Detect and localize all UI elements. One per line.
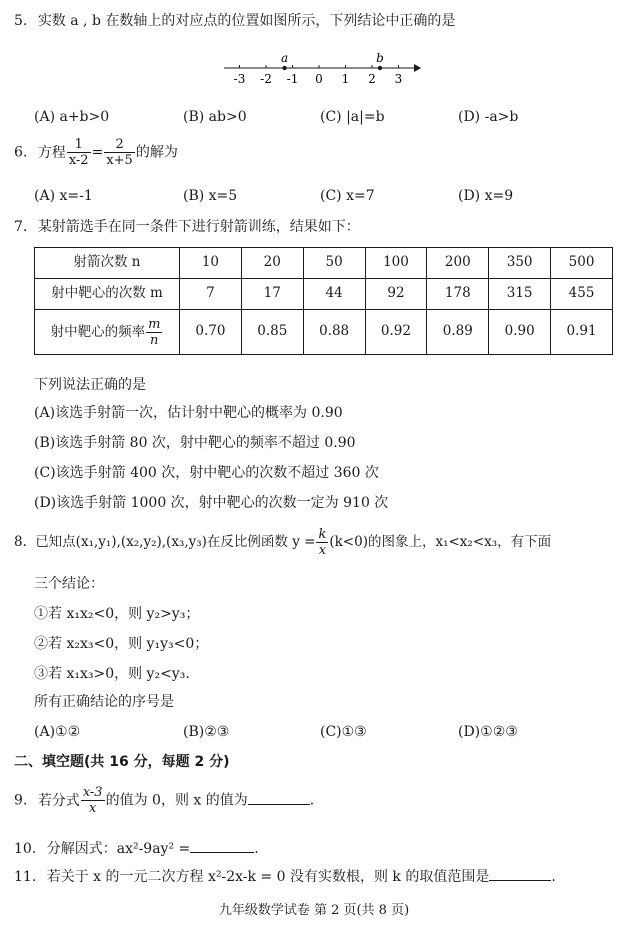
q9-number: 9. bbox=[14, 792, 28, 809]
row-label-frequency-fraction: $\frac{m}{n}$ bbox=[148, 316, 161, 348]
numberline-tick-label: 0 bbox=[315, 72, 323, 86]
q6-fraction-2: $\frac{2}{x+5}$ bbox=[106, 137, 133, 168]
point-a-label: a bbox=[280, 51, 289, 65]
table-row bbox=[35, 279, 613, 310]
q8-conclusion-1: ①若 x₁x₂<0，则 y₂>y₃； bbox=[34, 606, 200, 622]
numberline-tick-label: -1 bbox=[286, 72, 299, 86]
table-cell: 20 bbox=[241, 248, 303, 279]
numberline-tick-label: -2 bbox=[260, 72, 272, 86]
q10-end: . bbox=[254, 841, 259, 857]
q11-answer-blank[interactable] bbox=[489, 866, 551, 881]
q8-stem-a: 已知点(x₁,y₁),(x₂,y₂),(x₃,y₃)在反比例函数 y = bbox=[35, 534, 316, 550]
q8-prompt: 所有正确结论的序号是 bbox=[34, 694, 174, 710]
q10-stem: 分解因式：ax²-9ay² = bbox=[46, 841, 191, 857]
q6-option-b[interactable]: (B) x=5 bbox=[183, 188, 238, 204]
table-cell: 17 bbox=[241, 279, 303, 310]
q8-number: 8. bbox=[14, 534, 27, 550]
table-cell: 7 bbox=[180, 279, 242, 310]
q6-option-d[interactable]: (D) x=9 bbox=[458, 188, 514, 204]
q5-option-c[interactable]: (C) |a|=b bbox=[320, 109, 385, 125]
q6-stem-suffix: 的解为 bbox=[135, 144, 178, 161]
q6-number: 6. bbox=[14, 144, 28, 161]
numberline-tick-label: 3 bbox=[394, 72, 403, 86]
q7-stem: 某射箭选手在同一条件下进行射箭训练，结果如下： bbox=[37, 219, 360, 235]
q9-stem-line bbox=[14, 786, 314, 815]
q8-fraction: $\frac{k}{x}$ bbox=[318, 527, 327, 558]
q9-end: . bbox=[309, 792, 315, 809]
q8-conclusion-2: ②若 x₂x₃<0，则 y₁y₃<0； bbox=[34, 636, 209, 652]
table-cell: 10 bbox=[180, 248, 242, 279]
q5-stem-line bbox=[14, 14, 455, 28]
table-cell: 0.90 bbox=[489, 310, 551, 355]
table-cell: 0.85 bbox=[241, 310, 303, 355]
row-label-hits: 射中靶心的次数 m bbox=[35, 279, 180, 310]
table-row bbox=[35, 310, 613, 355]
q6-option-a[interactable]: (A) x=-1 bbox=[34, 188, 93, 204]
point-a-dot bbox=[282, 66, 286, 70]
row-label-frequency-text: 射中靶心的频率 bbox=[50, 323, 146, 340]
table-cell: 0.70 bbox=[180, 310, 242, 355]
q7-stem-line bbox=[14, 220, 360, 234]
q11-end: . bbox=[551, 869, 556, 885]
table-cell: 0.88 bbox=[303, 310, 365, 355]
q8-stem-line bbox=[14, 528, 551, 557]
q5-option-b[interactable]: (B) ab>0 bbox=[183, 109, 247, 125]
q7-number: 7. bbox=[14, 219, 28, 235]
q7-option-a[interactable]: (A)该选手射箭一次，估计射中靶心的概率为 0.90 bbox=[34, 405, 343, 421]
q7-option-b[interactable]: (B)该选手射箭 80 次，射中靶心的频率不超过 0.90 bbox=[34, 435, 356, 451]
q9-fraction: $\frac{x-3}{x}$ bbox=[82, 785, 103, 816]
table-cell: 315 bbox=[489, 279, 551, 310]
table-cell: 0.91 bbox=[551, 310, 613, 355]
table-row bbox=[35, 248, 613, 279]
q6-stem-prefix: 方程 bbox=[37, 144, 66, 161]
q9-stem-b: 的值为 0，则 x 的值为 bbox=[105, 792, 248, 809]
q8-stem-b: (k<0)的图象上，x₁<x₂<x₃，有下面 bbox=[329, 534, 552, 550]
numberline-tick-label: 2 bbox=[368, 72, 376, 86]
table-cell: 455 bbox=[551, 279, 613, 310]
q11-number: 11. bbox=[14, 869, 37, 885]
table-cell: 500 bbox=[551, 248, 613, 279]
table-cell: 178 bbox=[427, 279, 489, 310]
q5-number: 5. bbox=[14, 13, 28, 29]
table-cell: 92 bbox=[365, 279, 427, 310]
table-cell: 350 bbox=[489, 248, 551, 279]
q6-stem-line bbox=[14, 138, 178, 167]
q7-results-table bbox=[34, 247, 613, 355]
table-cell: 200 bbox=[427, 248, 489, 279]
q6-equals: = bbox=[91, 144, 104, 161]
q6-option-c[interactable]: (C) x=7 bbox=[320, 188, 375, 204]
q8-stem-c: 三个结论： bbox=[34, 576, 104, 592]
section-heading-fill-in: 二、填空题(共 16 分，每题 2 分) bbox=[14, 754, 230, 770]
q10-stem-line bbox=[14, 838, 259, 856]
numberline-tick-label: 1 bbox=[341, 72, 350, 86]
q6-fraction-1: $\frac{1}{x-2}$ bbox=[68, 137, 89, 168]
q8-option-b[interactable]: (B)②③ bbox=[183, 724, 230, 740]
q10-number: 10. bbox=[14, 841, 37, 857]
q7-option-d[interactable]: (D)该选手射箭 1000 次，射中靶心的次数一定为 910 次 bbox=[34, 495, 389, 511]
table-cell: 0.89 bbox=[427, 310, 489, 355]
point-b-label: b bbox=[376, 51, 384, 65]
row-label-shots: 射箭次数 n bbox=[35, 248, 180, 279]
q11-stem-line bbox=[14, 866, 556, 884]
q8-conclusion-3: ③若 x₁x₃>0，则 y₂<y₃. bbox=[34, 666, 190, 682]
q8-option-a[interactable]: (A)①② bbox=[34, 724, 81, 740]
q7-prompt: 下列说法正确的是 bbox=[34, 377, 146, 393]
q9-stem-a: 若分式 bbox=[37, 792, 80, 809]
q5-option-d[interactable]: (D) -a>b bbox=[458, 109, 519, 125]
q5-number-line bbox=[222, 48, 422, 88]
page-footer: 九年级数学试卷 第 2 页(共 8 页) bbox=[218, 903, 410, 918]
q5-stem: 实数 a , b 在数轴上的对应点的位置如图所示，下列结论中正确的是 bbox=[37, 13, 456, 29]
row-label-frequency bbox=[35, 310, 180, 355]
table-cell: 50 bbox=[303, 248, 365, 279]
q11-stem: 若关于 x 的一元二次方程 x²-2x-k = 0 没有实数根，则 k 的取值范围是 bbox=[46, 869, 490, 885]
table-cell: 44 bbox=[303, 279, 365, 310]
numberline-tick-label: -3 bbox=[233, 72, 246, 86]
q8-option-c[interactable]: (C)①③ bbox=[320, 724, 367, 740]
q10-answer-blank[interactable] bbox=[190, 838, 254, 853]
q9-answer-blank[interactable] bbox=[248, 790, 310, 805]
table-cell: 100 bbox=[365, 248, 427, 279]
table-cell: 0.92 bbox=[365, 310, 427, 355]
q5-option-a[interactable]: (A) a+b>0 bbox=[34, 109, 110, 125]
q8-option-d[interactable]: (D)①②③ bbox=[458, 724, 518, 740]
q7-option-c[interactable]: (C)该选手射箭 400 次，射中靶心的次数不超过 360 次 bbox=[34, 465, 379, 481]
point-b-dot bbox=[378, 66, 382, 70]
